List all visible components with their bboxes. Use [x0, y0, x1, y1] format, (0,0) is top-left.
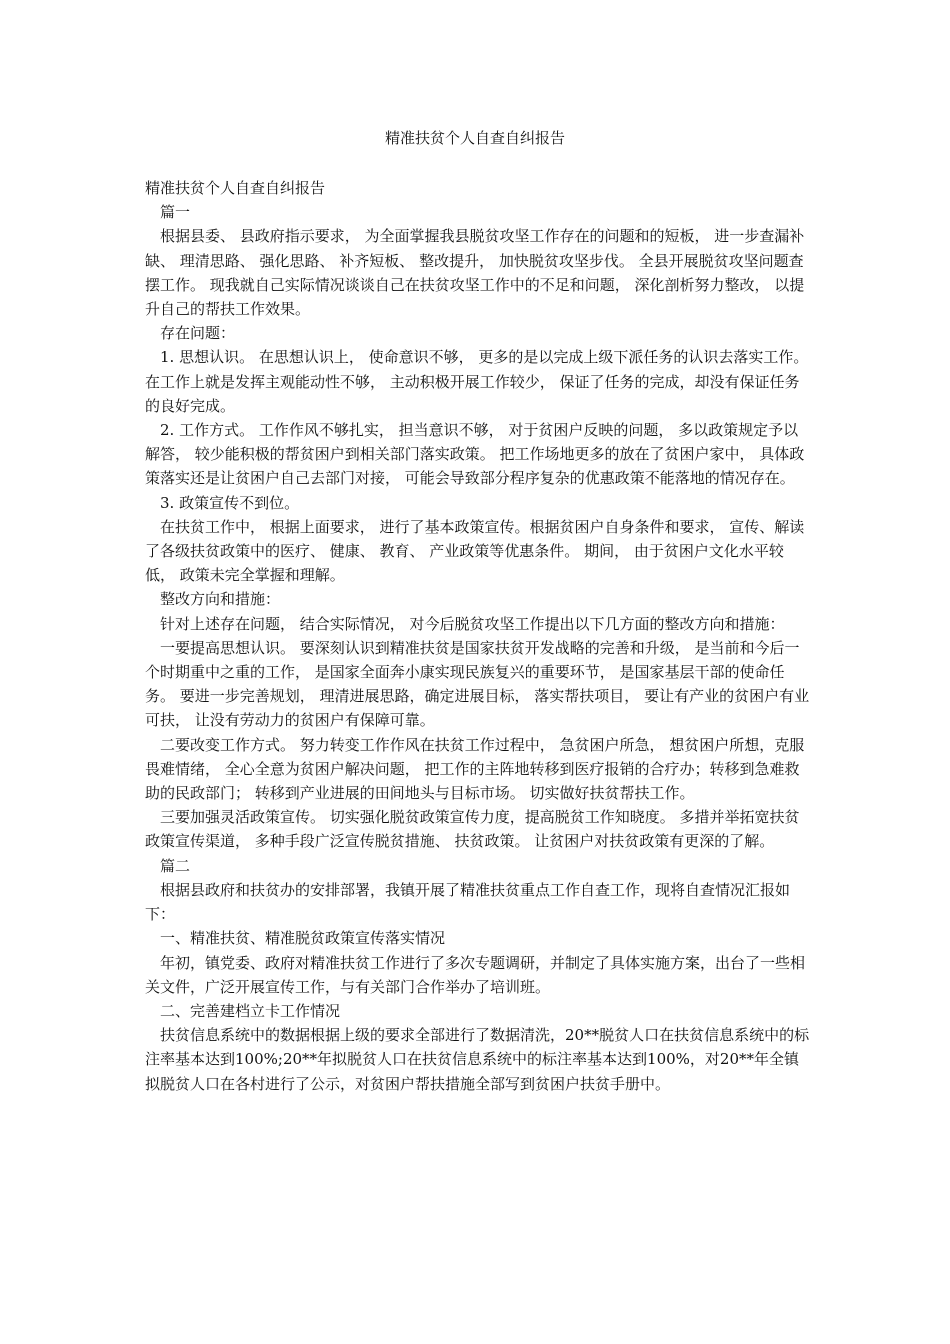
paragraph: 3. 政策宣传不到位。: [160, 493, 300, 512]
paragraph: 存在问题：: [160, 324, 236, 343]
document-title: 精准扶贫个人自查自纠报告: [384, 129, 565, 147]
paragraph: 篇一: [160, 203, 191, 222]
paragraph: 整改方向和措施：: [160, 590, 281, 609]
paragraph: 二要改变工作方式。 努力转变工作作风在扶贫工作过程中， 急贫困户所急， 想贫困户所想，克服畏难情绪， 全心全意为贫困户解决问题， 把工作的主阵地转移到医疗报销的合疗办；转移到急难救助的民政部门； 转移到产业进展的田间地头与目标市场。 切实做好扶贫帮扶工作。: [145, 735, 805, 803]
document-body: [145, 176, 810, 1096]
paragraph: 三要加强灵活政策宣传。 切实强化脱贫政策宣传力度，提高脱贫工作知晓度。 多措并举拓宽扶贫政策宣传渠道， 多种手段广泛宣传脱贫措施、 扶贫政策。 让贫困户对扶贫政策有更深的了解。: [145, 808, 800, 851]
paragraph: 一、精准扶贫、精准脱贫政策宣传落实情况: [160, 929, 446, 948]
paragraph: 根据县政府和扶贫办的安排部署，我镇开展了精准扶贫重点工作自查工作，现将自查情况汇报如下：: [145, 880, 791, 924]
paragraph: 精准扶贫个人自查自纠报告: [145, 179, 326, 197]
paragraph: 二、完善建档立卡工作情况: [160, 1001, 341, 1020]
paragraph: 根据县委、 县政府指示要求， 为全面掌握我县脱贫攻坚工作存在的问题和的短板， 进一步查漏补缺、 理清思路、 强化思路、 补齐短板、 整改提升， 加快脱贫攻坚步伐。 全县开展脱贫攻坚问题查摆工作。 现我就自己实际情况谈谈自己在扶贫攻坚工作中的不足和问题， 深化剖析努力整改， 以提升自己的帮扶工作效果。: [145, 227, 805, 319]
paragraph: 扶贫信息系统中的数据根据上级的要求全部进行了数据清洗，20**脱贫人口在扶贫信息系统中的标注率基本达到100%;20**年拟脱贫人口在扶贫信息系统中的标注率基本达到100%，对20**年全镇拟脱贫人口在各村进行了公示，对贫困户帮扶措施全部写到贫困户扶贫手册中。: [145, 1026, 810, 1093]
paragraph: 年初，镇党委、政府对精准扶贫工作进行了多次专题调研，并制定了具体实施方案，出台了一些相关文件，广泛开展宣传工作，与有关部门合作举办了培训班。: [145, 953, 806, 996]
paragraph: 针对上述存在问题， 结合实际情况， 对今后脱贫攻坚工作提出以下几方面的整改方向和措施：: [160, 614, 785, 633]
paragraph: 在扶贫工作中， 根据上面要求， 进行了基本政策宣传。根据贫困户自身条件和要求， 宣传、解读了各级扶贫政策中的医疗、 健康、 教育、 产业政策等优惠条件。 期间， 由于贫困户文化水平较低， 政策未完全掌握和理解。: [145, 517, 805, 585]
paragraph: 2. 工作方式。 工作作风不够扎实， 担当意识不够， 对于贫困户反映的问题， 多以政策规定予以解答， 较少能积极的帮贫困户到相关部门落实政策。 把工作场地更多的放在了贫困户家中， 具体政策落实还是让贫困户自己去部门对接， 可能会导致部分程序复杂的优惠政策不能落地的情况存在。: [145, 421, 805, 488]
paragraph: 一要提高思想认识。 要深刻认识到精准扶贫是国家扶贫开发战略的完善和升级， 是当前和今后一个时期重中之重的工作， 是国家全面奔小康实现民族复兴的重要环节， 是国家基层干部的使命任务。 要进一步完善规划， 理清进展思路，确定进展目标， 落实帮扶项目， 要让有产业的贫困户有业可扶， 让没有劳动力的贫困户有保障可靠。: [145, 638, 810, 730]
paragraph: 篇二: [160, 856, 191, 875]
paragraph: 1. 思想认识。 在思想认识上， 使命意识不够， 更多的是以完成上级下派任务的认识去落实工作。 在工作上就是发挥主观能动性不够， 主动积极开展工作较少， 保证了任务的完成，却没有保证任务的良好完成。: [145, 348, 809, 415]
